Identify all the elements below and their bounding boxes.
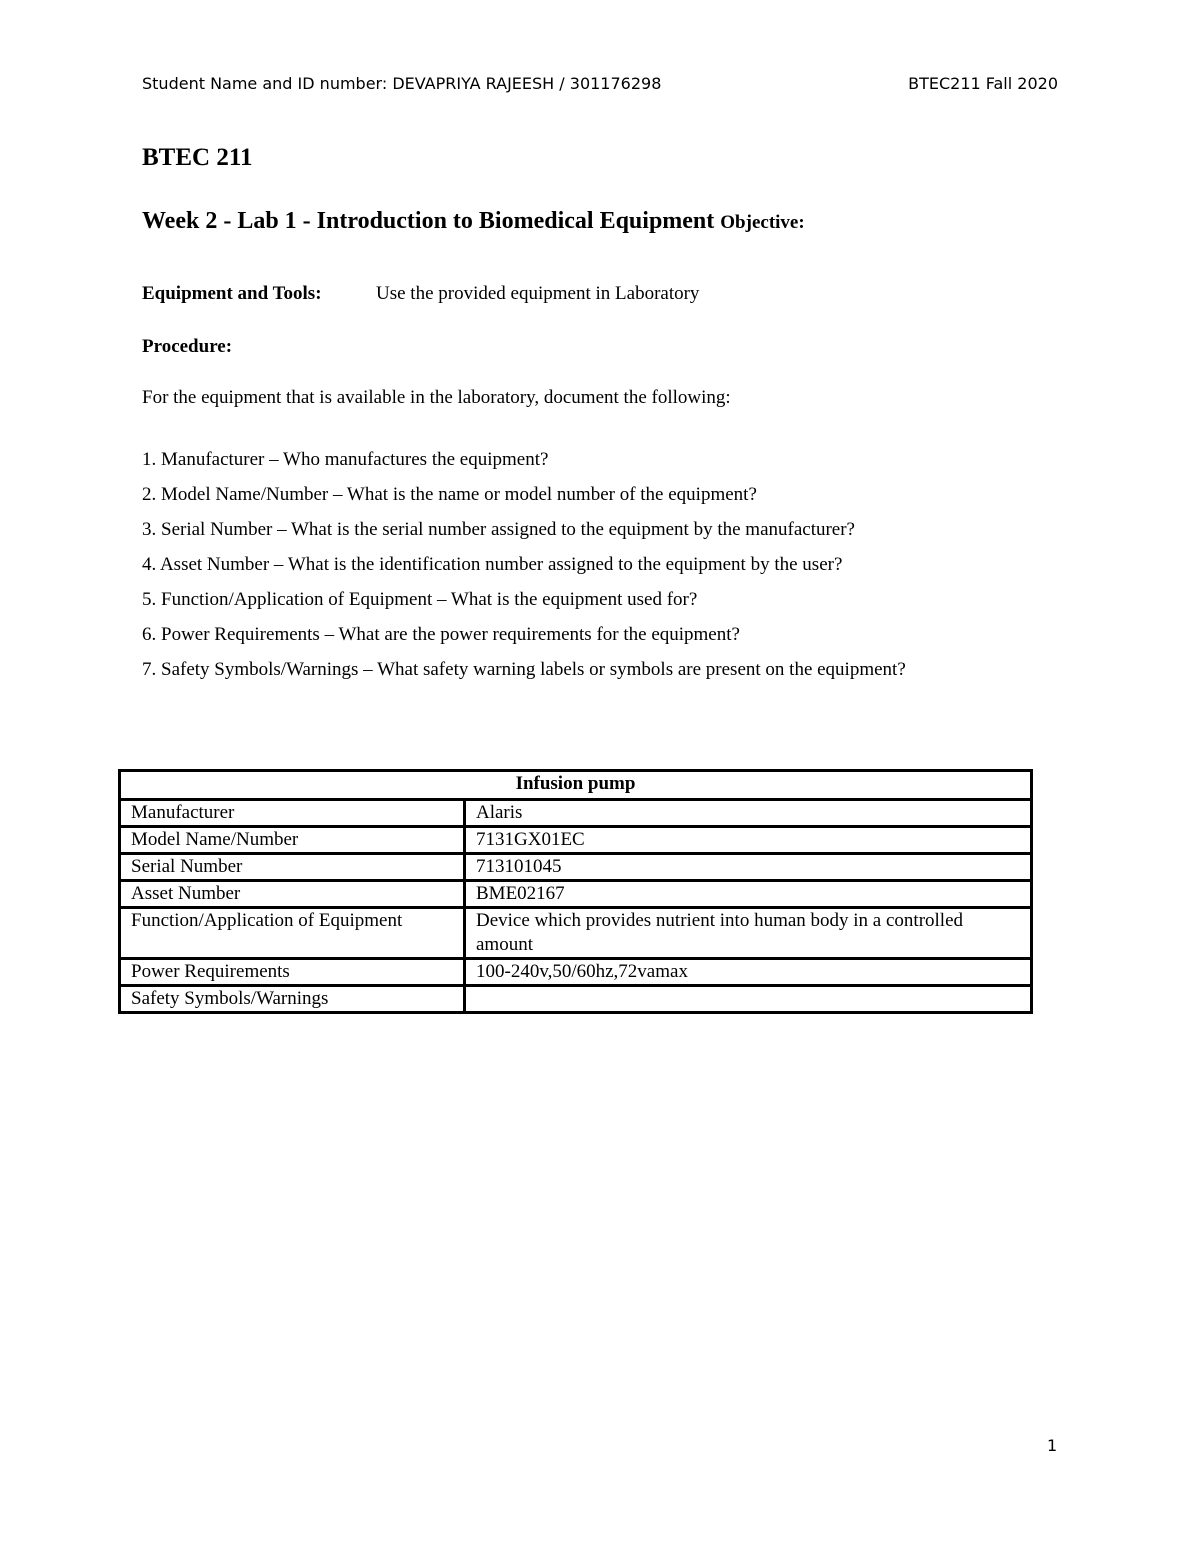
lab-title [142, 208, 805, 235]
procedure-step: 1. Manufacturer – Who manufactures the equipment? [142, 449, 549, 470]
table-title: Infusion pump [120, 771, 1032, 800]
table-row [120, 908, 1032, 959]
table-row [120, 881, 1032, 908]
equipment-table [118, 769, 1033, 1014]
procedure-intro: For the equipment that is available in the laboratory, document the following: [142, 387, 731, 408]
equipment-tools-label: Equipment and Tools: [142, 283, 322, 304]
table-row [120, 986, 1032, 1013]
procedure-step: 2. Model Name/Number – What is the name or model number of the equipment? [142, 484, 757, 505]
row-value: Device which provides nutrient into human body in a controlled amount [465, 908, 1032, 959]
procedure-step: 7. Safety Symbols/Warnings – What safety warning labels or symbols are present on the equipment? [142, 659, 906, 680]
table-header-row [120, 771, 1032, 800]
row-label: Power Requirements [120, 959, 465, 986]
objective-label: Objective: [720, 212, 805, 233]
row-label: Manufacturer [120, 800, 465, 827]
procedure-step: 3. Serial Number – What is the serial number assigned to the equipment by the manufacturer? [142, 519, 855, 540]
row-value: Alaris [465, 800, 1032, 827]
page-header [142, 74, 1058, 100]
row-label: Model Name/Number [120, 827, 465, 854]
row-label: Safety Symbols/Warnings [120, 986, 465, 1013]
row-label: Asset Number [120, 881, 465, 908]
row-value: 713101045 [465, 854, 1032, 881]
row-label: Serial Number [120, 854, 465, 881]
table-row [120, 959, 1032, 986]
row-value: 100-240v,50/60hz,72vamax [465, 959, 1032, 986]
header-course-term: BTEC211 Fall 2020 [908, 74, 1058, 93]
procedure-step: 6. Power Requirements – What are the power requirements for the equipment? [142, 624, 740, 645]
equipment-tools-line [142, 283, 699, 305]
equipment-tools-value: Use the provided equipment in Laboratory [376, 283, 700, 304]
procedure-step: 5. Function/Application of Equipment – What is the equipment used for? [142, 589, 698, 610]
row-label: Function/Application of Equipment [120, 908, 465, 959]
header-student-info: Student Name and ID number: DEVAPRIYA RAJEESH / 301176298 [142, 74, 662, 93]
row-value: BME02167 [465, 881, 1032, 908]
page-number: 1 [1047, 1436, 1058, 1455]
lab-title-text: Week 2 - Lab 1 - Introduction to Biomedical Equipment [142, 208, 715, 234]
row-value: 7131GX01EC [465, 827, 1032, 854]
course-title: BTEC 211 [142, 144, 253, 171]
procedure-steps [142, 448, 906, 693]
table-row [120, 827, 1032, 854]
row-value [465, 986, 1032, 1013]
table-row [120, 854, 1032, 881]
procedure-step: 4. Asset Number – What is the identification number assigned to the equipment by the user? [142, 554, 843, 575]
table-row [120, 800, 1032, 827]
procedure-heading: Procedure: [142, 336, 233, 357]
